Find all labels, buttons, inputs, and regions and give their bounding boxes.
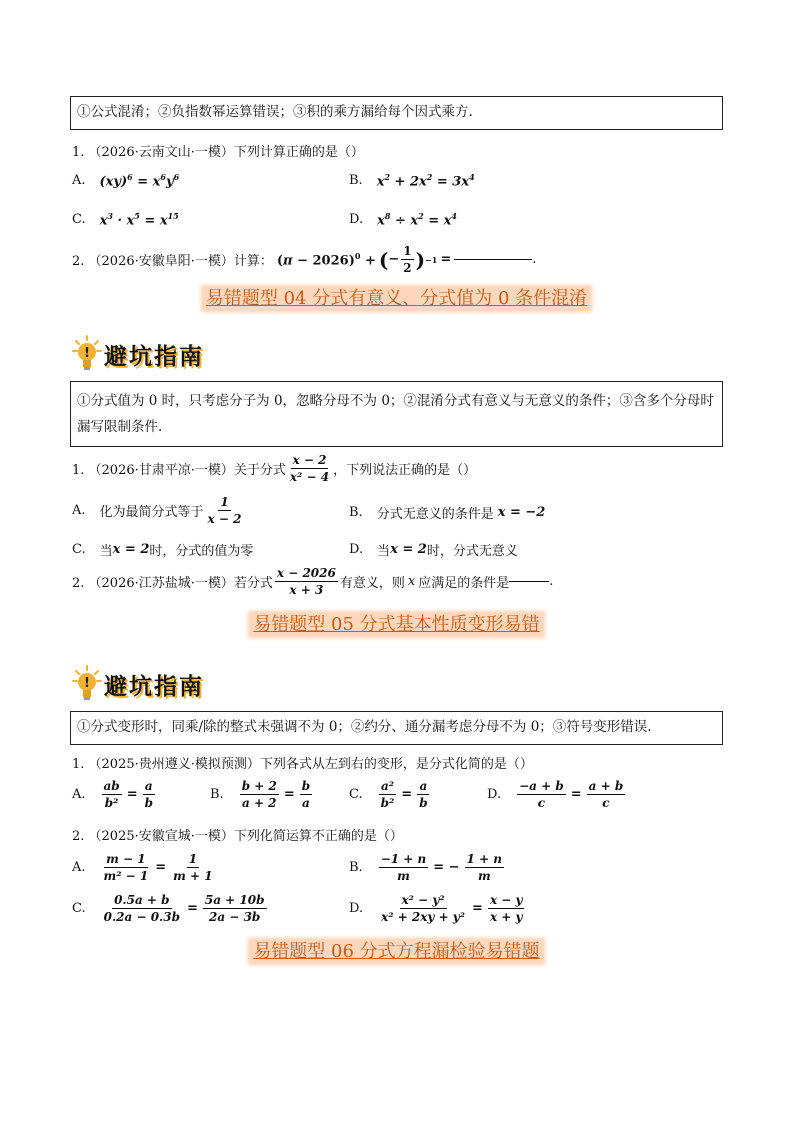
svg-text:!: ! (84, 676, 90, 691)
section-title: 易错题型 04 分式有意义、分式值为 0 条件混淆 (0, 284, 793, 310)
lightbulb-icon (72, 665, 102, 703)
option-b[interactable]: B. $\frac{b + 2}{a + 2}$ = $\frac{b}{a}$ (210, 779, 311, 810)
tip-box-2 (70, 381, 723, 447)
option-c-math: $x^3 \cdot x^5 = x^{15}$ (99, 211, 179, 229)
option-d[interactable]: D. $\frac{\text{x² − y²}}{\text{x² + 2xy + y²}}$ = $\frac{x - y}{x + y}$ (349, 893, 523, 924)
option-c[interactable]: C. $\frac{0.5a + b}{0.2a - 0.3b}$ = $\frac{5a + 10b}{2a - 3b}$ (72, 893, 265, 924)
question-stem: 1. （2025·贵州遵义·模拟预测）下列各式从左到右的变形，是分式化简的是（） (72, 757, 533, 772)
option-d[interactable]: D. $x^8 \div x^2 = x^4$ (349, 211, 457, 229)
answer-blank[interactable] (454, 259, 532, 260)
option-c[interactable]: C. 当 x = 2 时，分式的值为零 (72, 542, 254, 559)
option-b-math: $x^2 + 2x^2 = 3x^4$ (376, 172, 475, 190)
question-stem: 2. （2026·安徽阜阳·一模）计算： $(\pi - 2026)^0$ + ( − $\frac{1}{2}$ ) −1 = . (72, 244, 537, 275)
guide-title: 避坑指南 (104, 672, 204, 700)
tip-box-3 (70, 711, 723, 745)
option-d-math: $x^8 \div x^2 = x^4$ (377, 211, 457, 229)
section-title: 易错题型 06 分式方程漏检验易错题 (0, 937, 793, 963)
tip-box-1-text: ①公式混淆；②负指数幂运算错误；③积的乘方漏给每个因式乘方. (77, 104, 473, 120)
option-a[interactable]: A. $(xy)^6 = x^6y^6$ (72, 172, 180, 190)
option-a-math: $(xy)^6 = x^6y^6$ (99, 172, 180, 190)
option-d[interactable]: D. 当 x = 2 时，分式无意义 (349, 542, 518, 559)
guide-header (72, 334, 204, 374)
question-stem: 2. （2025·安徽宣城·一模）下列化简运算不正确的是（） (72, 829, 403, 844)
answer-blank[interactable] (509, 581, 549, 582)
svg-text:!: ! (84, 346, 90, 361)
option-a[interactable]: A. $\frac{ab}{\text{b²}}$ = $\frac{a}{b}$ (72, 779, 153, 810)
option-a[interactable]: A. 化为最简分式等于 $\frac{1}{x - 2}$ (72, 495, 242, 526)
question-stem: 2. （2026·江苏盐城·一模）若分式 $\frac{x - 2026}{x + 3}$ 有意义，则 x 应满足的条件是 . (72, 566, 554, 597)
tip-box-1 (70, 96, 723, 130)
option-b[interactable]: B. $\frac{-1 + n}{m}$ = − $\frac{1 + n}{m}$ (349, 852, 503, 883)
option-c[interactable]: C. $x^3 \cdot x^5 = x^{15}$ (72, 211, 179, 229)
question-stem: 1. （2026·甘肃平凉·一模）关于分式 $\frac{x - 2}{\text{x² − 4}}$ ，下列说法正确的是（） (72, 453, 477, 484)
option-b[interactable]: B. 分式无意义的条件是 x = −2 (349, 505, 546, 522)
option-c[interactable]: C. $\frac{\text{a²}}{\text{b²}}$ = $\frac{a}{b}$ (349, 779, 428, 810)
tip-box-3-text: ①分式变形时，同乘/除的整式未强调不为 0；②约分、通分漏考虑分母不为 0；③符号变形错误. (77, 719, 652, 735)
question-stem: 1. （2026·云南文山·一模）下列计算正确的是（） (72, 145, 364, 160)
option-a[interactable]: A. $\frac{m - 1}{\text{m² − 1}}$ = $\frac{1}{m + 1}$ (72, 852, 213, 883)
tip-box-2-text: ①分式值为 0 时，只考虑分子为 0，忽略分母不为 0；②混淆分式有意义与无意义的条件；③含多个分母时漏写限制条件. (77, 393, 714, 435)
section-title: 易错题型 05 分式基本性质变形易错 (0, 610, 793, 636)
option-b[interactable]: B. $x^2 + 2x^2 = 3x^4$ (349, 172, 475, 190)
lightbulb-icon (72, 335, 102, 373)
option-d[interactable]: D. $\frac{-a + b}{c}$ = $\frac{a + b}{c}$ (487, 779, 624, 810)
guide-title: 避坑指南 (104, 342, 204, 370)
guide-header (72, 664, 204, 704)
